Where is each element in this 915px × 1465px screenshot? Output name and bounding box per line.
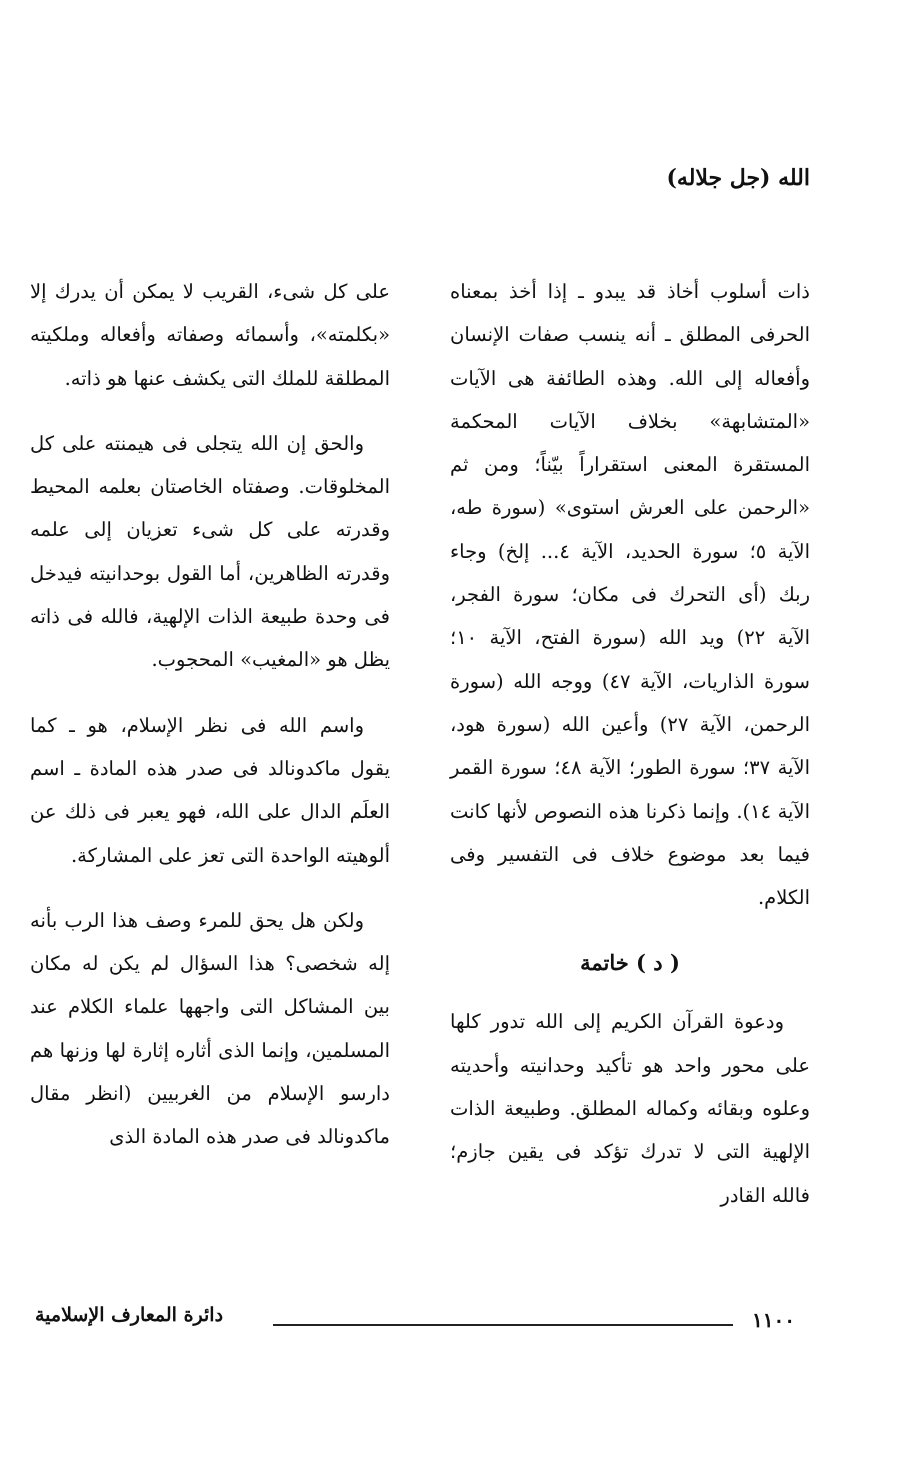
paragraph: ذات أسلوب أخاذ قد يبدو ـ إذا أخذ بمعناه الحرفى المطلق ـ أنه ينسب صفات الإنسان وأفعاله إلى الله. وهذه الطائفة هى الآيات «المتشابهة» بخلاف الآيات المحكمة المستقرة المعنى استقراراً بيّناً؛ ومن ثم «الرحمن على العرش استوى» (سورة طه، الآية ٥؛ سورة الحديد، الآية ٤... إلخ) وجاء ربك (أى التحرك فى مكان؛ سورة الفجر، الآية ٢٢) ويد الله (سورة الفتح، الآية ١٠؛ سورة الذاريات، الآية ٤٧) ووجه الله (سورة الرحمن، الآية ٢٧) وأعين الله (سورة هود، الآية ٣٧؛ سورة الطور؛ الآية ٤٨؛ سورة القمر الآية ١٤). وإنما ذكرنا هذه النصوص لأنها كانت فيما بعد موضوع خلاف فى التفسير وفى الكلام.: [450, 280, 811, 910]
page-footer: [35, 1300, 795, 1340]
running-head-title: الله (جل جلاله): [666, 165, 810, 191]
right-column: [450, 270, 810, 1239]
paragraph: ودعوة القرآن الكريم إلى الله تدور كلها على محور واحد هو تأكيد وحدانيته وأحديته وعلوه وبقائه وكماله المطلق. وطبيعة الذات الإلهية التى لا تدرك تؤكد فى يقين جازم؛ فالله القادر: [450, 1010, 810, 1207]
paragraph: ولكن هل يحق للمرء وصف هذا الرب بأنه إله شخصى؟ هذا السؤال لم يكن له مكان بين المشاكل التى واجهها علماء الكلام عند المسلمين، وإنما الذى أثاره إثارة لها وزنها هم دارسو الإسلام من الغربيين (انظر مقال ماكدونالد فى صدر هذه المادة الذى: [30, 908, 390, 1149]
encyclopedia-name: دائرة المعارف الإسلامية: [35, 1304, 224, 1326]
paragraph: على كل شىء، القريب لا يمكن أن يدرك إلا «بكلمته»، وأسمائه وصفاته وأفعاله وملكيته المطلقة للملك التى يكشف عنها هو ذاته.: [30, 280, 390, 390]
paragraph: والحق إن الله يتجلى فى هيمنته على كل المخلوقات. وصفتاه الخاصتان بعلمه المحيط وقدرته على كل شىء تعزيان إلى علمه وقدرته الظاهرين، أما القول بوحدانيته فيدخل فى وحدة طبيعة الذات الإلهية، فالله فى ذاته يظل هو «المغيب» المحجوب.: [30, 431, 390, 672]
paragraph: واسم الله فى نظر الإسلام، هو ـ كما يقول ماكدونالد فى صدر هذه المادة ـ اسم العلَم الدال على الله، فهو يعبر فى ذلك عن ألوهيته الواحدة التى تعز على المشاركة.: [30, 713, 390, 867]
page-number: ١١٠٠: [752, 1308, 795, 1332]
footer-divider: [273, 1324, 733, 1326]
left-column: [30, 270, 390, 1181]
section-heading: ( د ) خاتمة: [580, 950, 680, 976]
